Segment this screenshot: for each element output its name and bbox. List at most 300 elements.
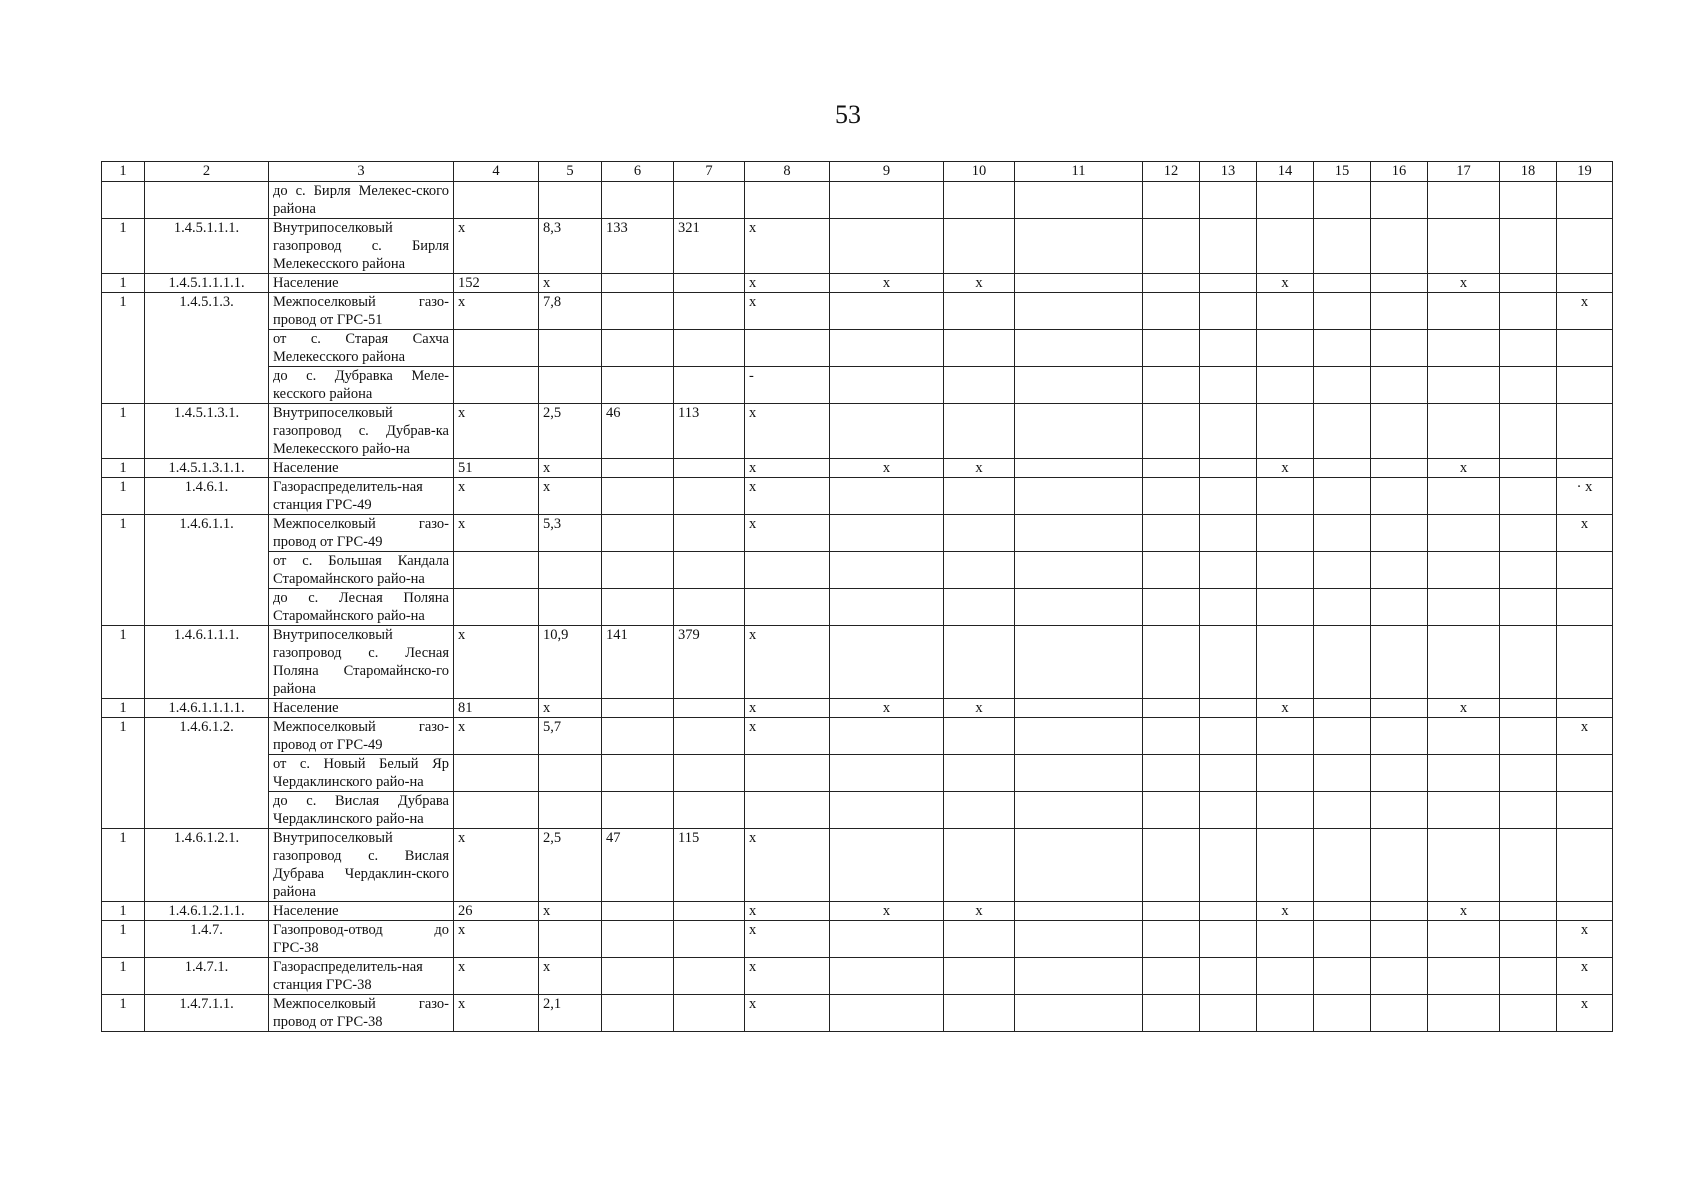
cell-col-16 — [1371, 478, 1428, 515]
cell-code: 1.4.5.1.3.1.1. — [145, 459, 269, 478]
cell-col-4 — [454, 589, 539, 626]
cell-col-6 — [602, 699, 674, 718]
cell-col-11 — [1015, 330, 1143, 367]
cell-col-10 — [944, 792, 1015, 829]
cell-col-4: x — [454, 921, 539, 958]
cell-col-17 — [1428, 995, 1500, 1032]
cell-code — [145, 182, 269, 219]
cell-col-18 — [1500, 829, 1557, 902]
cell-col-4: 152 — [454, 274, 539, 293]
cell-col-14: x — [1257, 902, 1314, 921]
cell-col-18 — [1500, 515, 1557, 552]
cell-col-5 — [539, 367, 602, 404]
cell-col-12 — [1143, 515, 1200, 552]
cell-col-5 — [539, 755, 602, 792]
cell-col-12 — [1143, 792, 1200, 829]
cell-col-16 — [1371, 330, 1428, 367]
cell-col-5: x — [539, 699, 602, 718]
cell-col-8 — [745, 182, 830, 219]
cell-col-14 — [1257, 589, 1314, 626]
cell-col-4 — [454, 182, 539, 219]
cell-col-11 — [1015, 902, 1143, 921]
cell-col-15 — [1314, 552, 1371, 589]
cell-col-6 — [602, 293, 674, 330]
cell-col-4: x — [454, 219, 539, 274]
cell-col-7 — [674, 755, 745, 792]
cell-col-18 — [1500, 459, 1557, 478]
cell-col-8: x — [745, 404, 830, 459]
table-row — [102, 219, 1613, 274]
cell-col-8: x — [745, 274, 830, 293]
cell-name: Газораспределитель-ная станция ГРС-49 — [269, 478, 454, 515]
cell-col-8 — [745, 330, 830, 367]
cell-col-5: 5,7 — [539, 718, 602, 755]
cell-col-4: x — [454, 718, 539, 755]
cell-col-13 — [1200, 718, 1257, 755]
cell-col-4: x — [454, 626, 539, 699]
cell-col-14 — [1257, 330, 1314, 367]
cell-col-5: 8,3 — [539, 219, 602, 274]
cell-col-4: 51 — [454, 459, 539, 478]
cell-col-4: x — [454, 478, 539, 515]
cell-col-9 — [830, 755, 944, 792]
cell-col-5: 10,9 — [539, 626, 602, 699]
cell-col-9 — [830, 958, 944, 995]
cell-col-19: x — [1557, 958, 1613, 995]
cell-col-13 — [1200, 219, 1257, 274]
cell-col-6 — [602, 552, 674, 589]
table-row — [102, 699, 1613, 718]
cell-name: Внутрипоселковый газопровод с. Бирля Мелекесского района — [269, 219, 454, 274]
cell-col-19: x — [1557, 995, 1613, 1032]
cell-col-13 — [1200, 404, 1257, 459]
cell-level: 1 — [102, 699, 145, 718]
cell-name: Население — [269, 274, 454, 293]
cell-code: 1.4.5.1.1.1. — [145, 219, 269, 274]
cell-col-6: 47 — [602, 829, 674, 902]
cell-col-5 — [539, 552, 602, 589]
cell-col-7 — [674, 182, 745, 219]
cell-col-8: x — [745, 718, 830, 755]
cell-col-8: x — [745, 626, 830, 699]
cell-col-10 — [944, 995, 1015, 1032]
cell-col-5: 7,8 — [539, 293, 602, 330]
cell-col-9 — [830, 515, 944, 552]
cell-col-14 — [1257, 182, 1314, 219]
cell-col-16 — [1371, 995, 1428, 1032]
cell-col-6: 133 — [602, 219, 674, 274]
cell-col-10 — [944, 404, 1015, 459]
cell-col-15 — [1314, 330, 1371, 367]
column-header-17: 17 — [1428, 162, 1500, 182]
cell-col-16 — [1371, 515, 1428, 552]
cell-col-8: x — [745, 219, 830, 274]
cell-col-10 — [944, 478, 1015, 515]
column-header-7: 7 — [674, 162, 745, 182]
table-row — [102, 293, 1613, 330]
cell-col-9 — [830, 330, 944, 367]
cell-col-7 — [674, 958, 745, 995]
cell-col-8: x — [745, 829, 830, 902]
cell-col-18 — [1500, 995, 1557, 1032]
cell-col-14 — [1257, 792, 1314, 829]
cell-col-10 — [944, 293, 1015, 330]
cell-col-18 — [1500, 330, 1557, 367]
cell-col-18 — [1500, 404, 1557, 459]
cell-col-10: x — [944, 699, 1015, 718]
cell-name: до с. Дубравка Меле-кесского района — [269, 367, 454, 404]
cell-col-17 — [1428, 792, 1500, 829]
column-header-1: 1 — [102, 162, 145, 182]
cell-code: 1.4.6.1. — [145, 478, 269, 515]
cell-col-13 — [1200, 589, 1257, 626]
cell-col-8: x — [745, 921, 830, 958]
cell-col-13 — [1200, 829, 1257, 902]
cell-col-17 — [1428, 718, 1500, 755]
cell-col-9 — [830, 718, 944, 755]
cell-col-7 — [674, 515, 745, 552]
cell-col-15 — [1314, 995, 1371, 1032]
cell-col-16 — [1371, 921, 1428, 958]
cell-col-12 — [1143, 459, 1200, 478]
cell-col-9: x — [830, 902, 944, 921]
cell-name: Газопровод-отвод до ГРС-38 — [269, 921, 454, 958]
column-header-5: 5 — [539, 162, 602, 182]
cell-col-18 — [1500, 626, 1557, 699]
cell-name: Население — [269, 902, 454, 921]
column-header-13: 13 — [1200, 162, 1257, 182]
cell-col-6 — [602, 182, 674, 219]
cell-col-18 — [1500, 958, 1557, 995]
cell-col-13 — [1200, 293, 1257, 330]
cell-col-8: x — [745, 699, 830, 718]
cell-col-15 — [1314, 515, 1371, 552]
cell-col-10 — [944, 552, 1015, 589]
cell-name: до с. Лесная Поляна Старомайнского райо-на — [269, 589, 454, 626]
cell-col-11 — [1015, 274, 1143, 293]
cell-col-7 — [674, 921, 745, 958]
cell-col-15 — [1314, 902, 1371, 921]
cell-name: Межпоселковый газо-провод от ГРС-49 — [269, 718, 454, 755]
cell-col-15 — [1314, 404, 1371, 459]
cell-col-19 — [1557, 829, 1613, 902]
cell-col-8: x — [745, 478, 830, 515]
cell-col-11 — [1015, 478, 1143, 515]
column-header-14: 14 — [1257, 162, 1314, 182]
cell-name: Внутрипоселковый газопровод с. Дубрав-ка Мелекесского райо-на — [269, 404, 454, 459]
cell-col-4: x — [454, 404, 539, 459]
cell-col-11 — [1015, 552, 1143, 589]
cell-name: от с. Большая Кандала Старомайнского райо-на — [269, 552, 454, 589]
cell-col-4 — [454, 755, 539, 792]
cell-code: 1.4.6.1.2. — [145, 718, 269, 829]
cell-col-4: x — [454, 293, 539, 330]
cell-col-12 — [1143, 958, 1200, 995]
cell-col-10 — [944, 330, 1015, 367]
cell-col-10: x — [944, 459, 1015, 478]
cell-col-14: x — [1257, 274, 1314, 293]
cell-col-19 — [1557, 792, 1613, 829]
cell-col-9 — [830, 552, 944, 589]
cell-col-7 — [674, 792, 745, 829]
cell-col-11 — [1015, 626, 1143, 699]
table-row — [102, 921, 1613, 958]
cell-col-9 — [830, 293, 944, 330]
table-row — [102, 958, 1613, 995]
cell-col-5 — [539, 330, 602, 367]
cell-col-11 — [1015, 293, 1143, 330]
cell-level: 1 — [102, 921, 145, 958]
data-table — [101, 161, 1613, 1032]
cell-col-19 — [1557, 367, 1613, 404]
table-row — [102, 459, 1613, 478]
cell-col-11 — [1015, 219, 1143, 274]
cell-col-7 — [674, 552, 745, 589]
cell-col-17 — [1428, 626, 1500, 699]
cell-col-15 — [1314, 699, 1371, 718]
cell-col-12 — [1143, 995, 1200, 1032]
cell-col-19 — [1557, 589, 1613, 626]
cell-col-10: x — [944, 274, 1015, 293]
cell-col-19 — [1557, 699, 1613, 718]
table-row — [102, 995, 1613, 1032]
cell-col-11 — [1015, 755, 1143, 792]
cell-col-18 — [1500, 755, 1557, 792]
cell-col-15 — [1314, 589, 1371, 626]
cell-col-11 — [1015, 404, 1143, 459]
cell-col-9 — [830, 589, 944, 626]
cell-col-9: x — [830, 274, 944, 293]
cell-col-8: x — [745, 902, 830, 921]
cell-col-4: x — [454, 958, 539, 995]
cell-col-14 — [1257, 829, 1314, 902]
column-header-3: 3 — [269, 162, 454, 182]
cell-col-6 — [602, 589, 674, 626]
cell-col-7 — [674, 699, 745, 718]
cell-col-12 — [1143, 718, 1200, 755]
cell-code: 1.4.6.1.2.1. — [145, 829, 269, 902]
cell-col-5 — [539, 921, 602, 958]
column-header-4: 4 — [454, 162, 539, 182]
cell-col-5: 2,5 — [539, 404, 602, 459]
cell-col-16 — [1371, 219, 1428, 274]
cell-col-17 — [1428, 478, 1500, 515]
cell-col-15 — [1314, 293, 1371, 330]
cell-col-19 — [1557, 182, 1613, 219]
cell-level: 1 — [102, 902, 145, 921]
cell-col-19: · x — [1557, 478, 1613, 515]
cell-col-13 — [1200, 626, 1257, 699]
cell-col-18 — [1500, 718, 1557, 755]
cell-col-18 — [1500, 182, 1557, 219]
cell-col-11 — [1015, 958, 1143, 995]
cell-col-13 — [1200, 552, 1257, 589]
column-header-8: 8 — [745, 162, 830, 182]
cell-col-15 — [1314, 274, 1371, 293]
column-header-19: 19 — [1557, 162, 1613, 182]
cell-col-10 — [944, 626, 1015, 699]
cell-col-16 — [1371, 274, 1428, 293]
cell-col-13 — [1200, 755, 1257, 792]
cell-col-19: x — [1557, 515, 1613, 552]
cell-col-19: x — [1557, 293, 1613, 330]
cell-col-16 — [1371, 792, 1428, 829]
cell-col-16 — [1371, 589, 1428, 626]
cell-col-5: x — [539, 478, 602, 515]
cell-level: 1 — [102, 995, 145, 1032]
cell-level: 1 — [102, 459, 145, 478]
cell-col-8: x — [745, 958, 830, 995]
table-row — [102, 404, 1613, 459]
cell-col-17 — [1428, 182, 1500, 219]
cell-col-16 — [1371, 293, 1428, 330]
cell-col-12 — [1143, 921, 1200, 958]
cell-col-18 — [1500, 293, 1557, 330]
cell-col-7: 115 — [674, 829, 745, 902]
cell-name: до с. Бирля Мелекес-ского района — [269, 182, 454, 219]
cell-col-18 — [1500, 478, 1557, 515]
cell-col-9 — [830, 219, 944, 274]
header-row — [102, 162, 1613, 182]
table-row — [102, 626, 1613, 699]
cell-col-16 — [1371, 958, 1428, 995]
cell-col-17 — [1428, 219, 1500, 274]
cell-col-17: x — [1428, 459, 1500, 478]
cell-col-16 — [1371, 182, 1428, 219]
cell-col-11 — [1015, 367, 1143, 404]
column-header-15: 15 — [1314, 162, 1371, 182]
cell-col-15 — [1314, 958, 1371, 995]
cell-col-10 — [944, 367, 1015, 404]
cell-col-8 — [745, 552, 830, 589]
cell-code: 1.4.5.1.1.1.1. — [145, 274, 269, 293]
cell-col-12 — [1143, 367, 1200, 404]
cell-col-10 — [944, 755, 1015, 792]
cell-col-7 — [674, 330, 745, 367]
table-row — [102, 274, 1613, 293]
cell-col-15 — [1314, 792, 1371, 829]
cell-col-15 — [1314, 921, 1371, 958]
table-row — [102, 589, 1613, 626]
cell-col-4: 26 — [454, 902, 539, 921]
cell-name: от с. Старая Сахча Мелекесского района — [269, 330, 454, 367]
cell-col-17: x — [1428, 699, 1500, 718]
cell-col-15 — [1314, 755, 1371, 792]
cell-col-14 — [1257, 958, 1314, 995]
cell-col-6 — [602, 921, 674, 958]
cell-name: Население — [269, 699, 454, 718]
cell-col-14 — [1257, 478, 1314, 515]
cell-col-7 — [674, 274, 745, 293]
cell-level: 1 — [102, 829, 145, 902]
table-body — [102, 182, 1613, 1032]
cell-col-6 — [602, 958, 674, 995]
cell-col-4 — [454, 330, 539, 367]
cell-col-10 — [944, 921, 1015, 958]
table-row — [102, 792, 1613, 829]
cell-col-17: x — [1428, 274, 1500, 293]
cell-col-16 — [1371, 552, 1428, 589]
cell-col-5: x — [539, 274, 602, 293]
cell-col-16 — [1371, 459, 1428, 478]
cell-code: 1.4.6.1.1.1. — [145, 626, 269, 699]
cell-col-5: x — [539, 459, 602, 478]
cell-col-8: x — [745, 459, 830, 478]
cell-col-6: 141 — [602, 626, 674, 699]
column-header-10: 10 — [944, 162, 1015, 182]
cell-name: от с. Новый Белый Яр Чердаклинского райо-на — [269, 755, 454, 792]
cell-col-8 — [745, 755, 830, 792]
cell-name: Внутрипоселковый газопровод с. Лесная Поляна Старомайнско-го района — [269, 626, 454, 699]
cell-col-18 — [1500, 589, 1557, 626]
column-header-12: 12 — [1143, 162, 1200, 182]
cell-col-7: 379 — [674, 626, 745, 699]
cell-col-9 — [830, 404, 944, 459]
cell-col-7 — [674, 478, 745, 515]
cell-col-19 — [1557, 274, 1613, 293]
cell-col-6 — [602, 902, 674, 921]
page-number: 53 — [835, 100, 861, 129]
cell-col-13 — [1200, 459, 1257, 478]
cell-col-11 — [1015, 829, 1143, 902]
cell-col-12 — [1143, 404, 1200, 459]
cell-name: Газораспределитель-ная станция ГРС-38 — [269, 958, 454, 995]
cell-col-18 — [1500, 274, 1557, 293]
cell-col-6 — [602, 755, 674, 792]
cell-col-17 — [1428, 293, 1500, 330]
cell-code: 1.4.5.1.3.1. — [145, 404, 269, 459]
cell-level: 1 — [102, 404, 145, 459]
cell-col-11 — [1015, 515, 1143, 552]
cell-col-12 — [1143, 182, 1200, 219]
cell-level: 1 — [102, 958, 145, 995]
cell-level: 1 — [102, 718, 145, 829]
cell-col-5: x — [539, 958, 602, 995]
cell-col-19 — [1557, 552, 1613, 589]
cell-col-4: 81 — [454, 699, 539, 718]
cell-name: Межпоселковый газо-провод от ГРС-51 — [269, 293, 454, 330]
cell-col-18 — [1500, 219, 1557, 274]
cell-col-17 — [1428, 755, 1500, 792]
cell-col-14 — [1257, 293, 1314, 330]
cell-col-7 — [674, 293, 745, 330]
table-row — [102, 330, 1613, 367]
cell-col-12 — [1143, 330, 1200, 367]
cell-col-14 — [1257, 515, 1314, 552]
cell-level: 1 — [102, 478, 145, 515]
cell-col-5 — [539, 792, 602, 829]
cell-col-6 — [602, 515, 674, 552]
cell-col-10 — [944, 958, 1015, 995]
cell-col-11 — [1015, 718, 1143, 755]
cell-col-12 — [1143, 293, 1200, 330]
cell-col-12 — [1143, 478, 1200, 515]
cell-col-17 — [1428, 330, 1500, 367]
cell-col-16 — [1371, 755, 1428, 792]
cell-col-16 — [1371, 626, 1428, 699]
cell-level — [102, 182, 145, 219]
cell-code: 1.4.5.1.3. — [145, 293, 269, 404]
cell-col-8 — [745, 792, 830, 829]
cell-col-7 — [674, 902, 745, 921]
cell-col-19 — [1557, 404, 1613, 459]
cell-col-13 — [1200, 958, 1257, 995]
cell-col-14 — [1257, 404, 1314, 459]
table-row — [102, 718, 1613, 755]
cell-col-9 — [830, 182, 944, 219]
cell-col-19 — [1557, 219, 1613, 274]
cell-name: Межпоселковый газо-провод от ГРС-49 — [269, 515, 454, 552]
